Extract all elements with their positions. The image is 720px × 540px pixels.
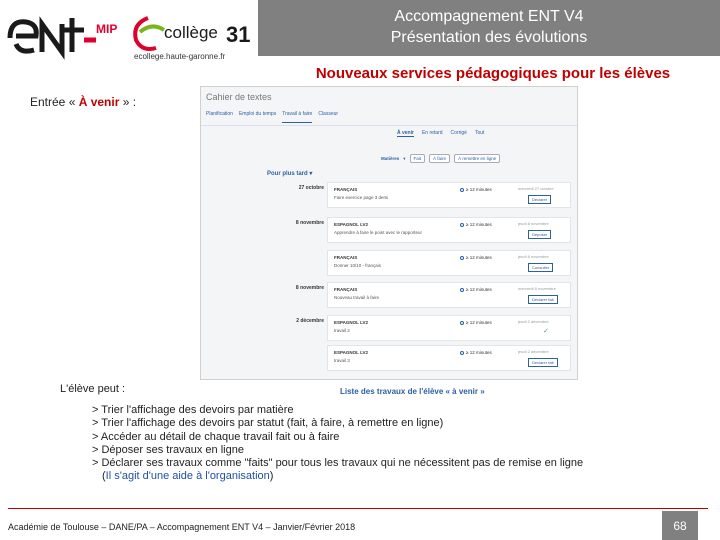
row-date: 8 novembre [295,220,324,226]
eleve-label: L'élève peut : [60,383,126,395]
entree-accent: À venir [78,95,120,109]
row-due-date: jeudi 8 novembre [518,221,549,226]
row-duration [460,320,492,325]
row-action-button[interactable]: Déclarer fait [528,295,558,304]
list-item: > Déclarer ses travaux comme "faits" pour tous les travaux qui ne nécessitent pas de remise en ligne [92,457,584,470]
row-duration-label: ≥ 12 minutes [466,287,492,292]
ent-logo-icon [6,10,98,60]
subtab-en-retard[interactable]: En retard [421,130,443,136]
row-duration [460,187,492,192]
filter-a-remettre[interactable]: À remettre en ligne [454,154,500,163]
note-text: Il s'agit d'une aide à l'organisation [105,470,270,483]
row-description: travail 2 [334,328,350,333]
row-subject: ESPAGNOL LV2 [334,350,369,355]
header-banner [258,0,720,56]
tabs-divider [201,125,578,126]
chevron-down-icon: ▾ [403,155,406,161]
row-subject: ESPAGNOL LV2 [334,222,369,227]
row-duration-label: ≥ 12 minutes [466,187,492,192]
screenshot-tabs [206,111,338,123]
screenshot-title: Cahier de textes [206,92,272,102]
clock-icon [460,351,464,355]
table-row[interactable] [296,315,571,341]
row-date: 27 octobre [298,185,324,191]
chevron-down-icon: ▾ [309,171,313,177]
row-due-date: jeudi 8 novembre [518,254,549,259]
svg-text:collège: collège [164,23,218,42]
row-due-date: jeudi 2 décembre [518,319,549,324]
filter-fait[interactable]: Fait [410,154,426,163]
entree-label [30,95,136,109]
row-subject: ESPAGNOL LV2 [334,320,369,325]
filter-a-faire[interactable]: À faire [429,154,450,163]
entree-prefix: Entrée « [30,95,79,109]
table-row[interactable] [295,217,571,243]
filter-matieres[interactable]: Matières [381,156,400,161]
row-due-date: mercredi 8 novembre [518,286,556,291]
row-duration [460,350,492,355]
row-description: Nouveau travail à faire [334,295,380,300]
note-open: ( [102,470,106,483]
college-url: ecollege.haute-garonne.fr [134,52,226,61]
clock-icon [460,288,464,292]
row-duration-label: ≥ 12 minutes [466,350,492,355]
row-date: 8 novembre [295,285,324,291]
row-action-button[interactable]: Déclarer fait [528,358,558,367]
footer-divider [8,508,708,509]
row-subject: FRANÇAIS [334,187,358,192]
row-due-date: jeudi 2 décembre [518,349,549,354]
ecollege31-logo-icon [130,10,250,56]
row-description: travail 3 [334,358,350,363]
for-later-label: Pour plus tard [267,171,308,177]
for-later-heading [267,170,312,177]
row-subject: FRANÇAIS [334,287,358,292]
checkmark-icon: ✓ [543,328,549,335]
row-description: Faire exercice page 3 demi [334,195,389,200]
list-item: > Trier l'affichage des devoirs par statut (fait, à faire, à remettre en ligne) [92,417,444,430]
table-row[interactable] [327,250,571,276]
row-action-button[interactable]: Déposer [528,230,551,239]
subtab-a-venir[interactable]: À venir [397,130,414,136]
row-duration-label: ≥ 12 minutes [466,320,492,325]
row-duration-label: ≥ 12 minutes [466,222,492,227]
tab-emploi-du-temps[interactable]: Emploi du temps [238,111,277,117]
section-title: Nouveaux services pédagogiques pour les élèves [315,65,671,82]
clock-icon [460,256,464,260]
list-item: > Déposer ses travaux en ligne [92,443,244,456]
row-description: Apprendre à faire le point avec le rapporteur [334,230,423,235]
row-duration [460,287,492,292]
table-row[interactable] [295,282,571,308]
tab-classeur[interactable]: Classeur [318,111,339,117]
row-action-button[interactable]: Consulter [528,263,553,272]
row-duration [460,255,492,260]
row-subject: FRANÇAIS [334,255,358,260]
row-duration [460,222,492,227]
list-item-note [92,470,583,483]
list-item: > Accéder au détail de chaque travail fait ou à faire [92,430,340,443]
clock-icon [460,223,464,227]
header-subtitle: Présentation des évolutions [390,29,588,46]
row-description: Donner 10/10 - français [334,263,382,268]
agenda-screenshot [200,86,578,380]
subtab-corrige[interactable]: Corrigé [450,130,467,136]
table-row[interactable] [298,182,571,208]
capability-list [92,404,583,484]
list-item: > Trier l'affichage des devoirs par matière [92,404,294,416]
clock-icon [460,188,464,192]
header-title: Accompagnement ENT V4 [394,8,584,25]
subtab-tout[interactable]: Tout [474,130,485,136]
tab-travail-a-faire[interactable]: Travail à faire [282,111,312,123]
page-number: 68 [662,511,698,540]
filter-bar [381,154,500,163]
note-close: ) [269,470,274,483]
tab-planification[interactable]: Planification [206,111,233,117]
footer-text: Académie de Toulouse – DANE/PA – Accompagnement ENT V4 – Janvier/Février 2018 [8,522,356,532]
row-date: 2 décembre [296,318,324,324]
screenshot-caption: Liste des travaux de l'élève « à venir » [340,387,485,396]
row-due-date: mercredi 27 octobre [518,186,554,191]
row-duration-label: ≥ 12 minutes [466,255,492,260]
mip-logo: MIP [96,22,118,36]
clock-icon [460,321,464,325]
screenshot-subtabs [397,130,484,137]
table-row[interactable] [327,345,571,371]
entree-suffix: » : [119,95,137,109]
row-action-button[interactable]: Déclarer [528,195,551,204]
svg-text:31: 31 [226,22,250,47]
